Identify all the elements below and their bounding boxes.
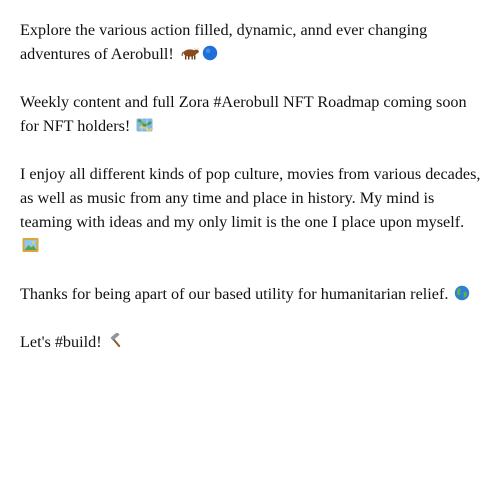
blue-circle-icon	[202, 45, 218, 61]
paragraph-roadmap-text: Weekly content and full Zora #Aerobull NFT Roadmap coming soon for NFT holders!	[20, 93, 467, 135]
paragraph-about-text: I enjoy all different kinds of pop culture, movies from various decades, as well as music from any time and place in history. My mind is teaming with ideas and my only limit is the one I place upon myself.	[20, 165, 481, 231]
post-body	[20, 18, 484, 378]
paragraph-thanks	[20, 282, 484, 306]
globe-icon	[454, 285, 470, 301]
paragraph-intro	[20, 18, 484, 66]
paragraph-about	[20, 162, 484, 258]
paragraph-roadmap	[20, 90, 484, 138]
paragraph-build-text: Let's #build!	[20, 333, 102, 351]
paragraph-thanks-text: Thanks for being apart of our based utility for humanitarian relief.	[20, 285, 449, 303]
framed-picture-icon	[22, 237, 39, 253]
paragraph-build	[20, 330, 484, 354]
paragraph-intro-text: Explore the various action filled, dynamic, annd ever changing adventures of Aerobull!	[20, 21, 428, 63]
ox-icon	[180, 45, 200, 61]
map-icon	[136, 117, 153, 133]
hammer-icon	[108, 333, 124, 349]
